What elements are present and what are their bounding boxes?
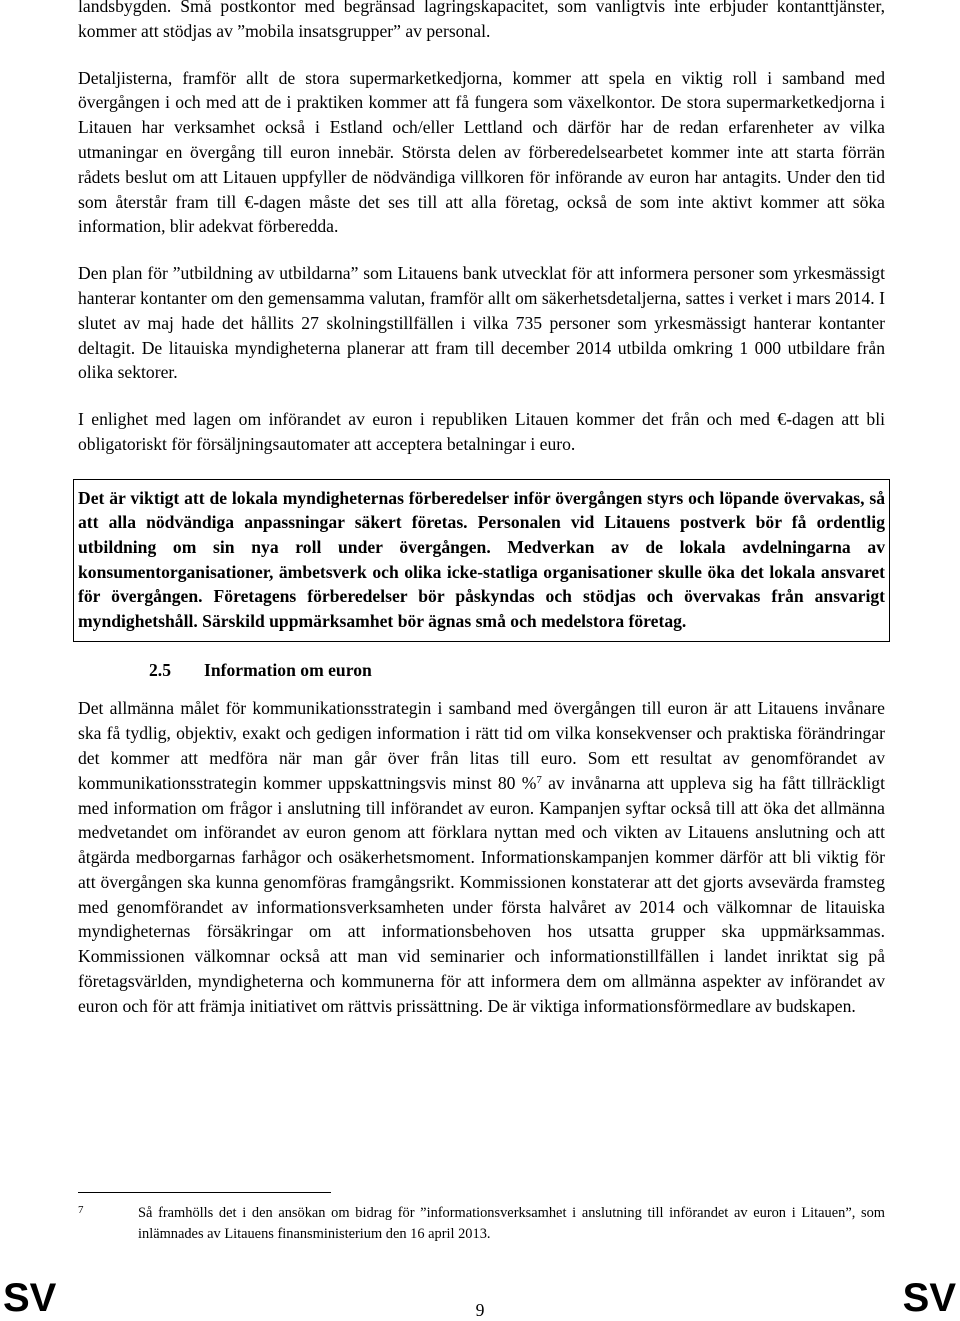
language-code-left: SV: [3, 1276, 57, 1320]
footnote: [78, 1203, 885, 1245]
page-number: 9: [475, 1300, 485, 1320]
footnote-number: 7: [78, 1204, 84, 1216]
section-body-start: Det allmänna målet för kommunikationsstrategin i samband med övergången till euron är att Litauens invånare ska få tydlig, objektiv, exakt och gedigen information i rätt tid om vilka konsekvenser och praktiska förändringar det kommer att medföra när man går över från litas till euro. Som ett resultat av genomförandet av kommunikationsstrategin kommer uppskattningsvis minst 80 %: [78, 698, 885, 793]
highlight-box-text: Det är viktigt att de lokala myndigheternas förberedelser inför övergången styrs och löpande övervakas, så att alla nödvändiga anpassningar säkert företas. Personalen vid Litauens postverk bör få ordentlig utbildning om sin nya roll under övergången. Medverkan av de lokala avdelningarna av konsumentorganisationer, ämbetsverk och olika icke-statliga organisationer skulle öka det lokala ansvaret för övergången. Företagens förberedelser bör påskyndas och stödjas och övervakas från ansvarigt myndighetshåll. Särskild uppmärksamhet bör ägnas små och medelstora företag.: [78, 487, 885, 631]
section-title: Information om euron: [204, 660, 372, 681]
language-code-right: SV: [902, 1276, 956, 1320]
section-number: 2.5: [149, 660, 171, 681]
paragraph-retailers: Detaljisterna, framför allt de stora supermarketkedjorna, kommer att spela en viktig roll i samband med övergången i och med att de i praktiken kommer att få fungera som växelkontor. De stora supermarketkedjorna i Litauen har verksamhet också i Estland och/eller Lettland och därför har de redan erfarenheter av vilka utmaningar en övergång till euron innebär. Största delen av förberedelsearbetet kommer inte att starta förrän rådets beslut om att Litauen uppfyller de nödvändiga villkoren för införande av euron har antagits. Under den tid som återstår fram till €-dagen måste det ses till att alla företag, också de som inte aktivt kommer att söka information, blir adekvat förberedda.: [78, 67, 885, 237]
highlight-box: [73, 479, 890, 643]
section-heading: [78, 658, 885, 682]
footnote-reference[interactable]: 7: [536, 773, 542, 786]
paragraph-training-plan: Den plan för ”utbildning av utbildarna” som Litauens bank utvecklat för att informera personer som yrkesmässigt hanterar kontanter om den gemensamma valutan, framför allt om säkerhetsdetaljerna, sattes i verket i mars 2014. I slutet av maj hade det hållits 27 skolningstillfällen i vilka 735 personer som yrkesmässigt hanterar kontanter deltagit. De litauiska myndigheterna planerar att fram till december 2014 utbilda omkring 1 000 utbildare från olika sektorer.: [78, 263, 885, 383]
footnote-text: Så framhölls det i den ansökan om bidrag för ”informationsverksamhet i anslutning till införandet av euron i Litauen”, som inlämnades av Litauens finansministerium den 16 april 2013.: [138, 1205, 885, 1242]
page-content: [78, 0, 885, 1041]
paragraph-mobile-teams: landsbygden. Små postkontor med begränsad lagringskapacitet, som vanligtvis inte erbjuder kontanttjänster, kommer att stödjas av ”mobila insatsgrupper” av personal.: [78, 0, 885, 41]
paragraph-communication-strategy: [78, 696, 885, 1018]
footnote-divider: [78, 1192, 331, 1193]
paragraph-vending-machines: I enlighet med lagen om införandet av euron i republiken Litauen kommer det från och med €-dagen att bli obligatoriskt för försäljningsautomater att acceptera betalningar i euro.: [78, 409, 885, 454]
section-body-end: av invånarna att uppleva sig ha fått tillräckligt med information om frågor i anslutning till införandet av euron. Kampanjen syftar också till att öka det allmänna medvetandet om införandet av euron genom att förklara nyttan med och vikten av Litauens anslutning och att åtgärda medborgarnas farhågor och osäkerhetsmoment. Informationskampanjen kommer därför att bli viktig för att övergången ska kunna genomföras framgångsrikt. Kommissionen konstaterar att det gjorts avsevärda framsteg med genomförandet av informationsverksamheten under första halvåret av 2014 och välkomnar de litauiska myndigheternas försäkringar om att informationsbehoven hos utsatta grupper ska uppmärksammas. Kommissionen välkomnar också att man vid seminarier och informationstillfällen i landet inriktat sig på företagsvärlden, myndigheterna och kommunerna för att informera dem om allmänna aspekter av införandet av euron och för att främja initiativet om rättvis prissättning. De är viktiga informationsförmedlare av budskapen.: [78, 772, 885, 1016]
